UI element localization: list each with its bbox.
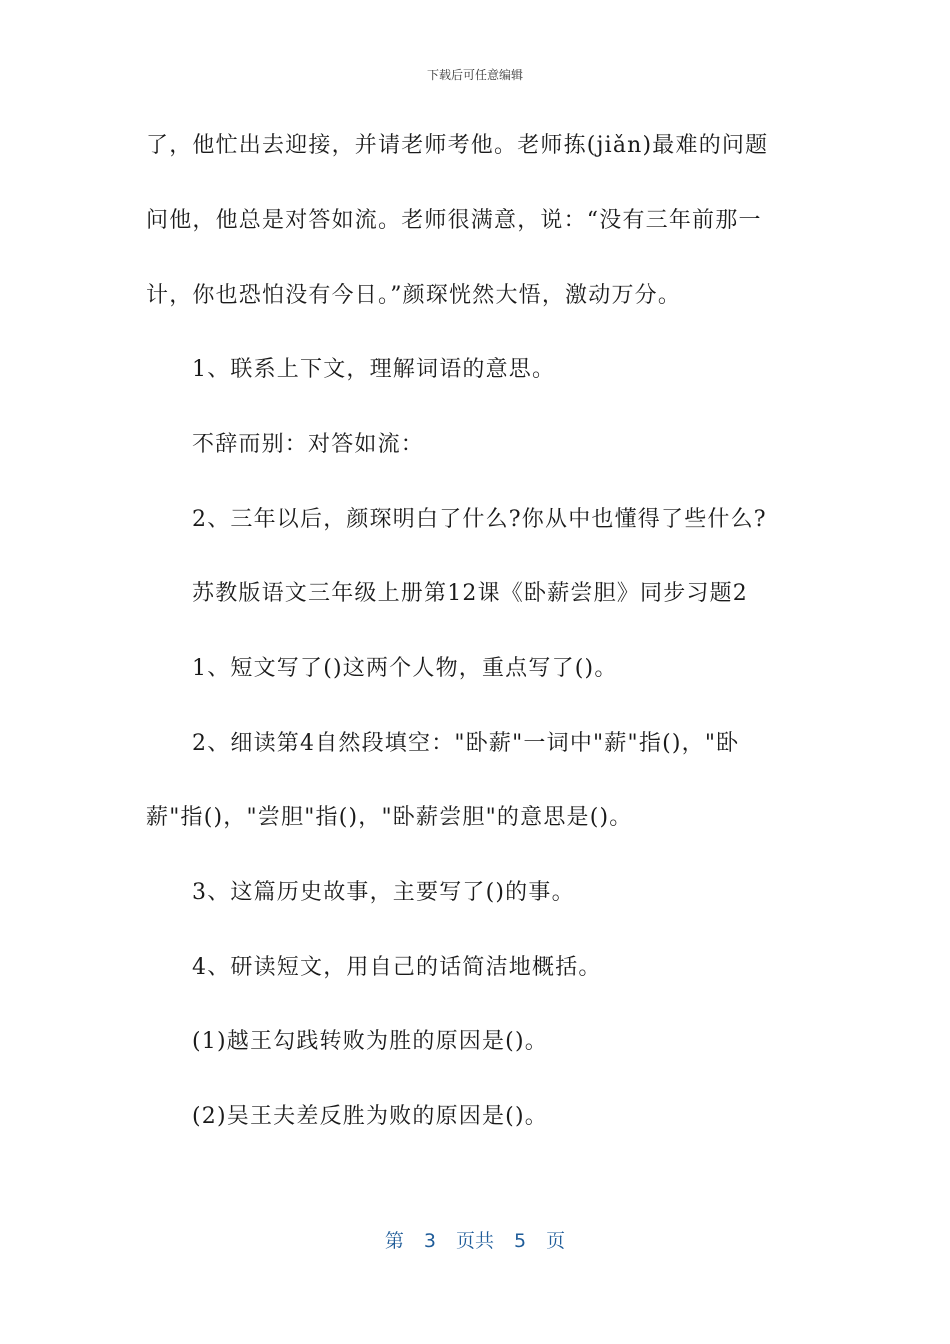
- page-header: 下载后可任意编辑: [426, 68, 523, 82]
- section-title: 苏教版语文三年级上册第12课《卧薪尝胆》同步习题2: [192, 581, 748, 606]
- body-line: 不辞而别：对答如流：: [192, 432, 425, 457]
- body-line: 4、研读短文，用自己的话简洁地概括。: [192, 955, 602, 980]
- current-page-number: 3: [423, 1230, 436, 1252]
- body-line: 问他，他总是对答如流。老师很满意，说：“没有三年前那一: [146, 208, 762, 233]
- body-line: 2、细读第4自然段填空："卧薪"一词中"薪"指()，"卧: [192, 731, 740, 756]
- body-line: (2)吴王夫差反胜为败的原因是()。: [192, 1104, 548, 1129]
- body-line: 了，他忙出去迎接，并请老师考他。老师拣(jiǎn)最难的问题: [146, 133, 769, 158]
- page-label: 第: [384, 1230, 404, 1252]
- page-footer: [0, 1226, 950, 1253]
- page-label: 页共: [455, 1230, 494, 1252]
- page-label: 页: [546, 1230, 566, 1252]
- body-line: (1)越王勾践转败为胜的原因是()。: [192, 1029, 548, 1054]
- body-line: 2、三年以后，颜琛明白了什么?你从中也懂得了些什么?: [192, 507, 767, 532]
- body-line: 3、这篇历史故事，主要写了()的事。: [192, 880, 575, 905]
- body-line: 计，你也恐怕没有今日。”颜琛恍然大悟，激动万分。: [146, 283, 682, 308]
- total-pages-number: 5: [514, 1230, 527, 1252]
- body-line: 1、短文写了()这两个人物，重点写了()。: [192, 656, 618, 681]
- body-line: 1、联系上下文，理解词语的意思。: [192, 357, 556, 382]
- body-line: 薪"指()，"尝胆"指()，"卧薪尝胆"的意思是()。: [146, 805, 633, 830]
